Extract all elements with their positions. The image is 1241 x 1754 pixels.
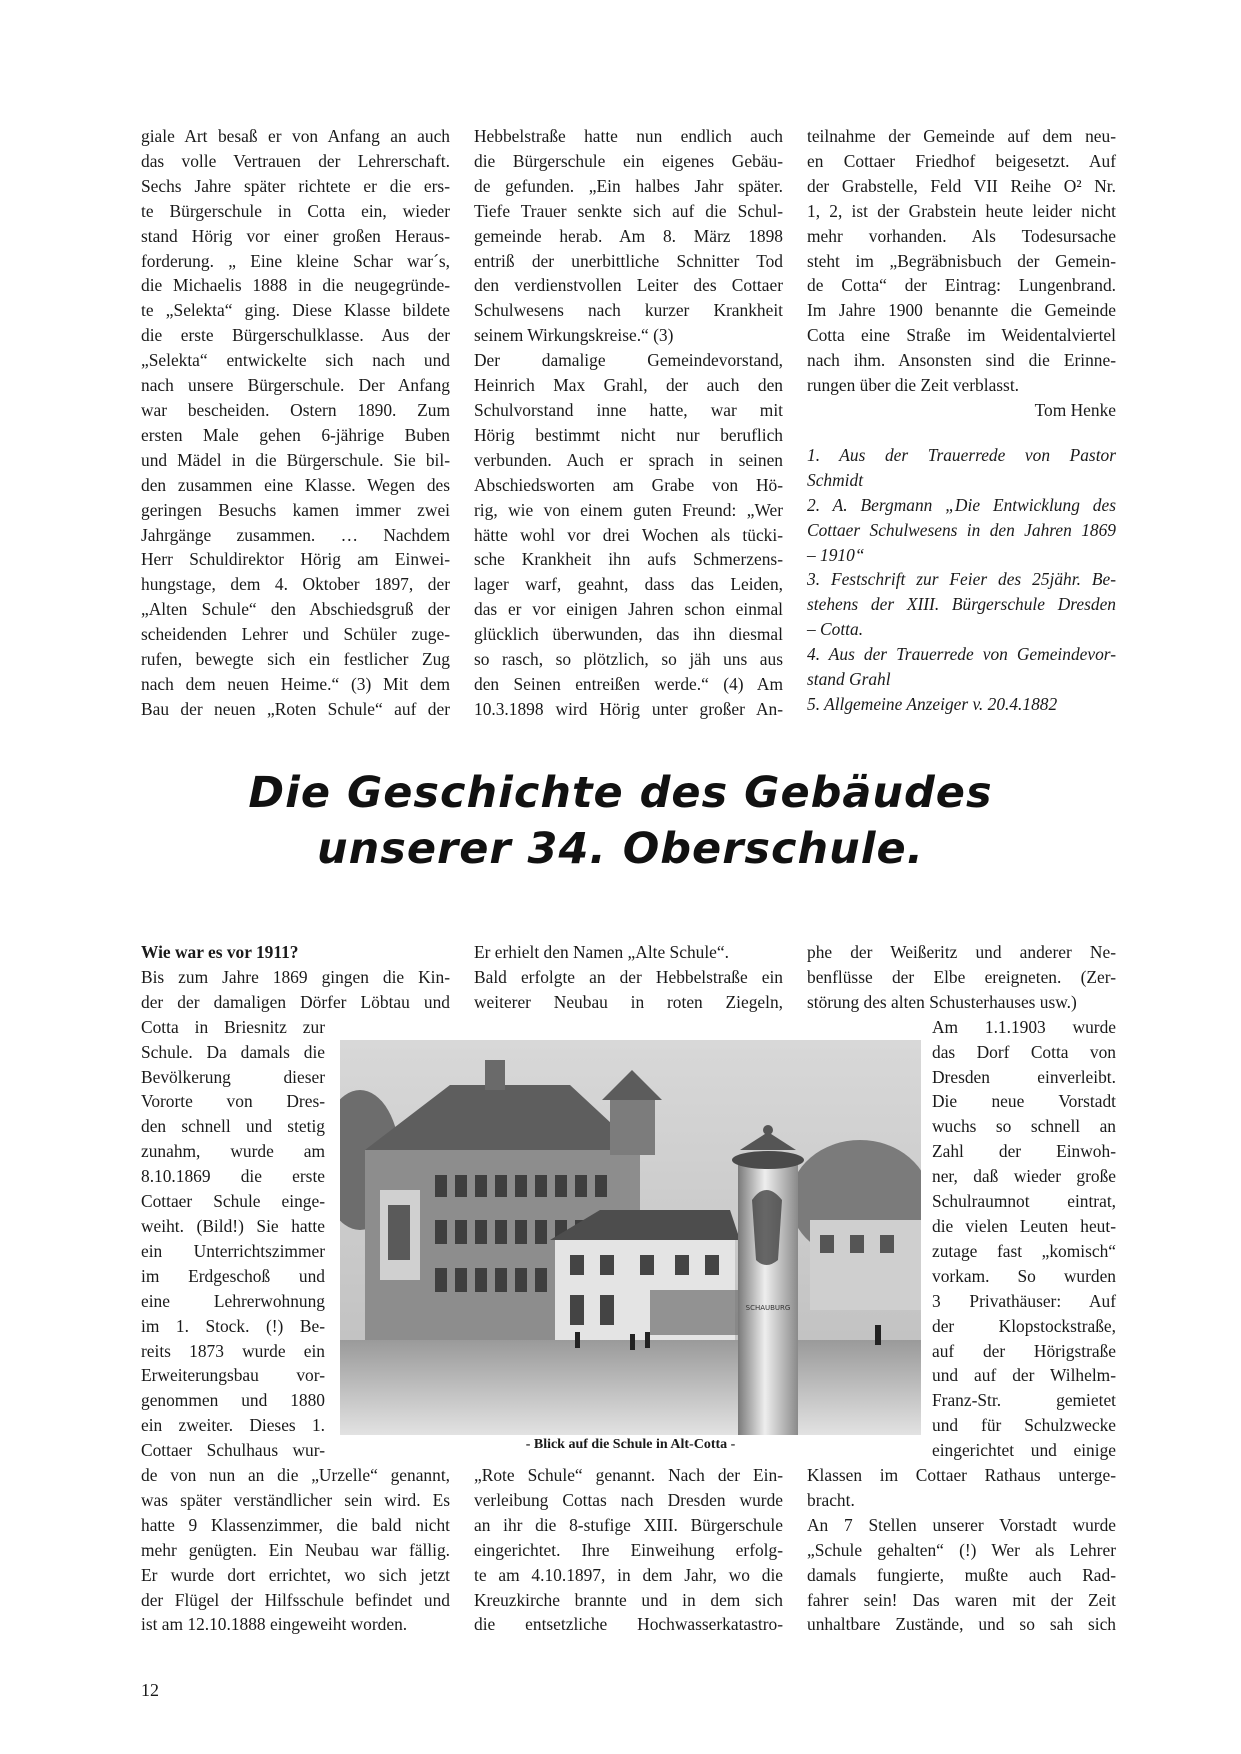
text-line: Hebbelstraße hatte nun endlich auch — [474, 126, 783, 146]
text-line: den Seinen entreißen werde.“ (4) Am — [474, 673, 783, 694]
text-line: die vielen Leuten heut- — [932, 1215, 1116, 1236]
text-line: Cotta eine Straße im Weidentalviertel — [807, 325, 1116, 346]
text-line: 1. Aus der Trauerrede von Pastor — [807, 444, 1116, 465]
text-line: hungstage, dem 4. Oktober 1897, der — [141, 574, 450, 595]
text-line: ein Unterrichtszimmer — [141, 1240, 325, 1261]
text-line: hätte wohl vor drei Wochen als tücki- — [474, 524, 783, 545]
text-line: störung des alten Schusterhauses usw.) — [807, 991, 1077, 1012]
text-line: „Schule gehalten“ (!) Wer als Lehrer — [807, 1539, 1116, 1560]
text-line: eine Lehrerwohnung — [141, 1290, 325, 1311]
top-column-3 — [807, 124, 1116, 717]
text-line: Schulwesens nach kurzer Krankheit — [474, 300, 783, 321]
text-line: 10.3.1898 wird Hörig unter großer An- — [474, 698, 783, 719]
text-line: Im Jahre 1900 benannte die Gemeinde — [807, 300, 1116, 321]
text-line: verbunden. Auch er sprach in seinen — [474, 449, 783, 470]
text-line: Bald erfolgte an der Hebbelstraße ein — [474, 966, 783, 987]
references-list — [807, 443, 1116, 717]
text-line: Franz-Str. gemietet — [932, 1390, 1116, 1411]
text-line: und für Schulzwecke — [932, 1415, 1116, 1436]
poster-text: SCHAUBURG — [745, 1304, 791, 1312]
text-line: vorkam. So wurden — [932, 1265, 1116, 1286]
text-line: Schmidt — [807, 469, 864, 490]
text-line: der Grabstelle, Feld VII Reihe O² Nr. — [807, 175, 1116, 196]
text-line: ein zweiter. Dieses 1. — [141, 1415, 325, 1436]
text-line: weiterer Neubau in roten Ziegeln, — [474, 991, 783, 1012]
text-line: verleibung Cottas nach Dresden wurde — [474, 1489, 783, 1510]
text-line: Sechs Jahre später richtete er die ers- — [141, 175, 450, 196]
text-line: im Erdgeschoß und — [141, 1265, 325, 1286]
text-line: reits 1873 wurde ein — [141, 1340, 325, 1361]
text-line: te am 4.10.1897, in dem Jahr, wo die — [474, 1564, 783, 1585]
text-line: Bis zum Jahre 1869 gingen die Kin- — [141, 966, 450, 987]
text-line: sche Krankheit ihn aufs Schmerzens- — [474, 549, 783, 570]
top-column-2 — [474, 124, 783, 722]
text-line: gemeinde herab. Am 8. März 1898 — [474, 225, 783, 246]
text-line: was später verständlicher sein wird. Es — [141, 1489, 450, 1510]
text-line: 8.10.1869 die erste — [141, 1166, 325, 1187]
text-line: Dresden einverleibt. — [932, 1066, 1116, 1087]
text-line: Klassen im Cottaer Rathaus unterge- — [807, 1465, 1116, 1486]
text-line: unhaltbare Zustände, und so sah sich — [807, 1614, 1116, 1635]
text-line: und auf der Wilhelm- — [932, 1365, 1116, 1386]
text-line: genommen und 1880 — [141, 1390, 325, 1411]
text-line: so rasch, so plötzlich, so jäh uns aus — [474, 649, 783, 670]
text-line: 5. Allgemeine Anzeiger v. 20.4.1882 — [807, 693, 1058, 714]
text-line: den verdienstvollen Leiter des Cottaer — [474, 275, 783, 296]
text-line: den schnell und stetig — [141, 1116, 325, 1137]
text-line: te Bürgerschule in Cotta ein, wieder — [141, 200, 450, 221]
text-line: teilnahme der Gemeinde auf dem neu- — [807, 126, 1116, 146]
text-line: An 7 Stellen unserer Vorstadt wurde — [807, 1514, 1116, 1535]
text-line: die entsetzliche Hochwasserkatastro- — [474, 1614, 783, 1635]
section-subheading: Wie war es vor 1911? — [141, 942, 299, 962]
text-line: zutage fast „komisch“ — [932, 1240, 1116, 1261]
text-line: ersten Male gehen 6-jährige Buben — [141, 424, 450, 445]
text-line: Schulraumnot eintrat, — [932, 1191, 1116, 1212]
text-line: Bevölkerung dieser — [141, 1066, 325, 1087]
text-line: an ihr die 8-stufige XIII. Bürgerschule — [474, 1514, 783, 1535]
text-line: der der damaligen Dörfer Löbtau und — [141, 991, 450, 1012]
text-line: Vororte von Dres- — [141, 1091, 325, 1112]
text-line: Bau der neuen „Roten Schule“ auf der — [141, 698, 450, 719]
text-line: und Mädel in die Bürgerschule. Sie bil- — [141, 449, 450, 470]
text-line: Cottaer Schulhaus wur- — [141, 1440, 325, 1461]
text-line: rungen über die Zeit verblasst. — [807, 375, 1019, 396]
text-line: Abschiedsworten am Grabe von Hö- — [474, 474, 783, 495]
text-line: Schule. Da damals die — [141, 1041, 325, 1062]
text-line: damals fungierte, mußte auch Rad- — [807, 1564, 1116, 1585]
text-line: war bescheiden. Ostern 1890. Zum — [141, 399, 450, 420]
top-column-1 — [141, 124, 450, 722]
school-photo-drawing — [340, 1040, 921, 1435]
text-line: im 1. Stock. (!) Be- — [141, 1315, 325, 1336]
text-line: 3 Privathäuser: Auf — [932, 1290, 1116, 1311]
text-line: „Selekta“ entwickelte sich nach und — [141, 350, 450, 371]
text-line: hatte 9 Klassenzimmer, die bald nicht — [141, 1514, 450, 1535]
text-line: das volle Vertrauen der Lehrerschaft. — [141, 150, 450, 171]
photo-caption: - Blick auf die Schule in Alt-Cotta - — [525, 1437, 736, 1452]
text-line: – 1910“ — [807, 544, 865, 565]
text-line: Cottaer Schule einge- — [141, 1191, 325, 1212]
text-line: der Klopstockstraße, — [932, 1315, 1116, 1336]
text-line: das er vor einigen Jahren schon einmal — [474, 599, 783, 620]
text-line: stand Hörig vor einer großen Heraus- — [141, 225, 450, 246]
text-line: forderung. „ Eine kleine Schar war´s, — [141, 250, 450, 271]
text-line: ner, daß wieder große — [932, 1166, 1116, 1187]
text-line: ist am 12.10.1888 eingeweiht worden. — [141, 1614, 408, 1635]
text-line: zunahm, wurde am — [141, 1141, 325, 1162]
text-line: 3. Festschrift zur Feier des 25jähr. Be- — [807, 569, 1116, 590]
text-line: entriß der unerbittliche Schnitter Tod — [474, 250, 783, 271]
text-line: 2. A. Bergmann „Die Entwicklung des — [807, 494, 1116, 515]
text-line: nach unsere Bürgerschule. Der Anfang — [141, 375, 450, 396]
text-line: Jahrgänge zusammen. … Nachdem — [141, 524, 450, 545]
text-line: scheidenden Lehrer und Schüler zuge- — [141, 624, 450, 645]
text-line: Er erhielt den Namen „Alte Schule“. — [474, 942, 729, 962]
text-line: te „Selekta“ ging. Diese Klasse bildete — [141, 300, 450, 321]
text-line: das Dorf Cotta von — [932, 1041, 1116, 1062]
text-line: eingerichtet. Ihre Einweihung erfolg- — [474, 1539, 783, 1560]
text-line: Heinrich Max Grahl, der auch den — [474, 375, 783, 396]
text-line: benflüsse der Elbe ereigneten. (Zer- — [807, 966, 1116, 987]
text-line: steht im „Begräbnisbuch der Gemein- — [807, 250, 1116, 271]
text-line: bracht. — [807, 1489, 855, 1510]
text-line: stand Grahl — [807, 669, 891, 690]
text-line: Erweiterungsbau vor- — [141, 1365, 325, 1386]
text-line: nach dem neuen Heime.“ (3) Mit dem — [141, 673, 450, 694]
page-number: 12 — [141, 1680, 159, 1700]
author-name: Tom Henke — [1034, 399, 1116, 420]
text-line: Cotta in Briesnitz zur — [141, 1016, 325, 1037]
text-line: rig, wie von einem guten Freund: „Wer — [474, 499, 783, 520]
text-line: Cottaer Schulwesens in den Jahren 1869 — [807, 519, 1116, 540]
text-line: Die neue Vorstadt — [932, 1091, 1116, 1112]
text-line: de Cotta“ der Eintrag: Lungenbrand. — [807, 275, 1116, 296]
text-line: Schulvorstand inne hatte, war mit — [474, 399, 783, 420]
text-line: de gefunden. „Ein halbes Jahr später. — [474, 175, 783, 196]
text-line: den zusammen eine Klasse. Wegen des — [141, 474, 450, 495]
text-line: der Flügel der Hilfsschule befindet und — [141, 1589, 450, 1610]
text-line: mehr genügten. Ein Neubau war fällig. — [141, 1539, 450, 1560]
text-line: mehr vorhanden. Als Todesursache — [807, 225, 1116, 246]
text-line: rufen, bewegte sich ein festlicher Zug — [141, 649, 450, 670]
text-line: Hörig bestimmt nicht nur beruflich — [474, 424, 783, 445]
text-line: geringen Besuchs kamen immer zwei — [141, 499, 450, 520]
headline — [0, 765, 1241, 877]
text-line: de von nun an die „Urzelle“ genannt, — [141, 1465, 450, 1486]
headline-line-2: unserer 34. Oberschule. — [317, 824, 924, 874]
text-line: Tiefe Trauer senkte sich auf die Schul- — [474, 200, 783, 221]
text-line: Am 1.1.1903 wurde — [932, 1016, 1116, 1037]
text-line: wuchs so schnell an — [932, 1116, 1116, 1137]
text-line: fahrer sein! Das waren mit der Zeit — [807, 1589, 1116, 1610]
headline-line-1: Die Geschichte des Gebäudes — [248, 768, 993, 818]
text-line: Kreuzkirche brannte und in dem sich — [474, 1589, 783, 1610]
text-line: phe der Weißeritz und anderer Ne- — [807, 942, 1116, 962]
text-line: die Michaelis 1888 in die neugegründe- — [141, 275, 450, 296]
text-line: „Rote Schule“ genannt. Nach der Ein- — [474, 1465, 783, 1486]
text-line: – Cotta. — [807, 619, 864, 640]
text-line: die Bürgerschule ein eigenes Gebäu- — [474, 150, 783, 171]
text-line: Herr Schuldirektor Hörig am Einwei- — [141, 549, 450, 570]
text-line: glücklich überwunden, das ihn diesmal — [474, 624, 783, 645]
text-line: auf der Hörigstraße — [932, 1340, 1116, 1361]
text-line: „Alten Schule“ den Abschiedsgruß der — [141, 599, 450, 620]
text-line: weiht. (Bild!) Sie hatte — [141, 1215, 325, 1236]
text-line: seinem Wirkungskreise.“ (3) — [474, 325, 674, 346]
text-line: lager warf, geahnt, dass das Leiden, — [474, 574, 783, 595]
text-line: giale Art besaß er von Anfang an auch — [141, 126, 450, 146]
text-line: Er wurde dort errichtet, wo sich jetzt — [141, 1564, 450, 1585]
school-photo — [340, 1040, 921, 1435]
text-line: stehens der XIII. Bürgerschule Dresden — [807, 594, 1116, 615]
text-line: 4. Aus der Trauerrede von Gemeindevor- — [807, 644, 1116, 665]
text-line: eingerichtet und einige — [932, 1440, 1116, 1461]
text-line: Zahl der Einwoh- — [932, 1141, 1116, 1162]
text-line: 1, 2, ist der Grabstein heute leider nicht — [807, 200, 1116, 221]
text-line: die erste Bürgerschulklasse. Aus der — [141, 325, 450, 346]
text-line: Der damalige Gemeindevorstand, — [474, 350, 783, 371]
text-line: nach ihm. Ansonsten sind die Erinne- — [807, 350, 1116, 371]
text-line: en Cottaer Friedhof beigesetzt. Auf — [807, 150, 1116, 171]
